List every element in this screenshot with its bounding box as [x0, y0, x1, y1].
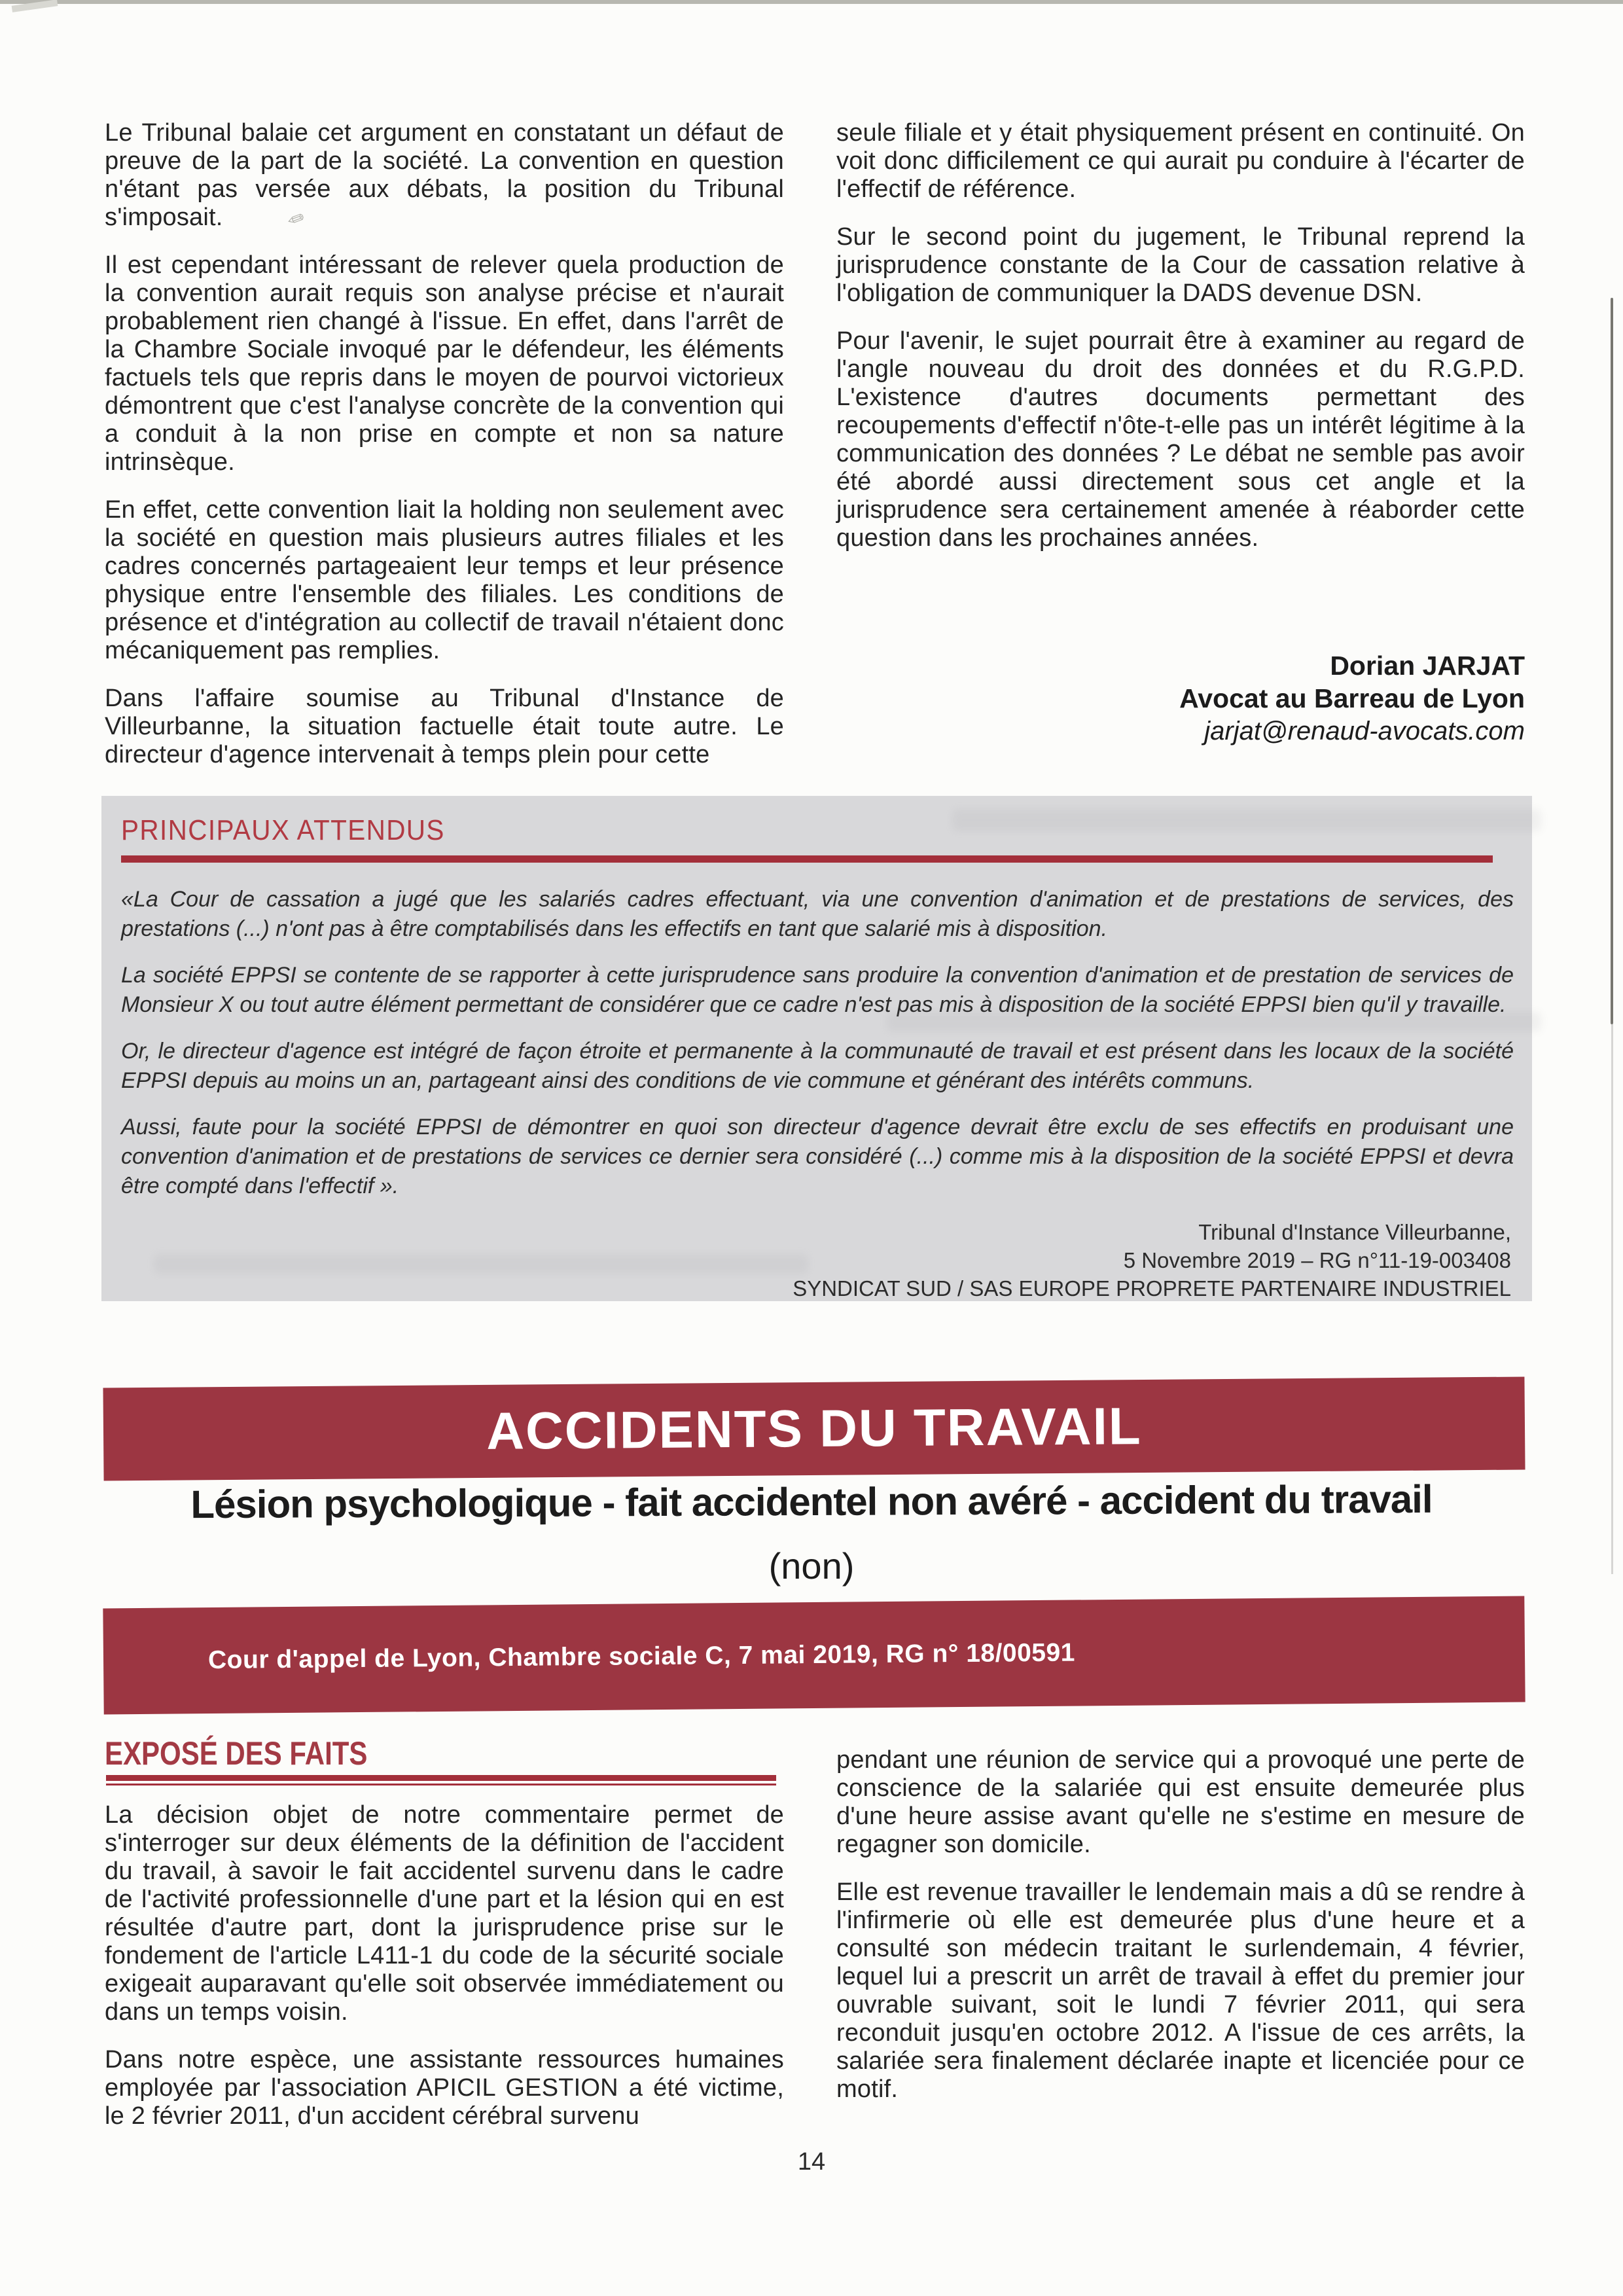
attendus-heading: PRINCIPAUX ATTENDUS	[121, 814, 445, 846]
article-paragraph: seule filiale et y était physiquement présent en continuité. On voit donc difficilement ce qui aurait pu conduire à l'écarter de l'effectif de référence.	[836, 119, 1525, 203]
section-subtitle-non: (non)	[768, 1545, 855, 1587]
expose-paragraph: Dans notre espèce, une assistante ressources humaines employée par l'association APICIL GESTION a été victime, le 2 février 2011, d'un accident cérébral survenu	[105, 2046, 784, 2130]
bleedthrough-smudge	[154, 1254, 808, 1274]
attendus-paragraph: Or, le directeur d'agence est intégré de façon étroite et permanente à la communauté de travail et est présent dans les locaux de la société EPPSI depuis au moins un an, partageant ainsi des conditions de vie commune et générant des intérêts communs.	[121, 1039, 1514, 1093]
attendus-paragraph: Aussi, faute pour la société EPPSI de démontrer en quoi son directeur d'agence devrait être exclu de ses effectifs en produisant une convention d'animation et de prestations de services ce dernier sera considéré (...) comme mis à la disposition de la société EPPSI et devra être compté dans l'effectif ».	[121, 1115, 1514, 1198]
author-email: jarjat@renaud-avocats.com	[1204, 717, 1525, 745]
citation-court: Tribunal d'Instance Villeurbanne,	[1198, 1220, 1511, 1244]
author-name: Dorian JARJAT	[1330, 651, 1525, 681]
article-column-left	[105, 119, 784, 789]
article-paragraph: Le Tribunal balaie cet argument en constatant un défaut de preuve de la part de la société. La convention en question n'étant pas versée aux débats, la position du Tribunal s'imposait.	[105, 119, 784, 231]
author-signature	[836, 649, 1525, 747]
expose-paragraph: La décision objet de notre commentaire permet de s'interroger sur deux éléments de la définition de l'accident du travail, à savoir le fait accidentel survenu dans le cadre de l'activité professionnelle d'une part et la lésion qui en est résultée d'autre part, dont la jurisprudence prise sur le fondement de l'article L411-1 du code de la sécurité sociale exigeait auparavant qu'elle soit observée immédiatement ou dans un temps voisin.	[105, 1801, 784, 2026]
attendus-quotes	[121, 885, 1514, 1201]
citation-date-rg: 5 Novembre 2019 – RG n°11-19-003408	[1123, 1248, 1511, 1272]
attendus-rule	[121, 855, 1493, 863]
scan-top-edge	[0, 0, 1623, 4]
attendus-paragraph: «La Cour de cassation a jugé que les salariés cadres effectuant, via une convention d'animation et de prestations de services, des prestations (...) n'ont pas à être comptabilisés dans les effectifs en tant que salarié mis à disposition.	[121, 887, 1514, 941]
article-paragraph: Sur le second point du jugement, le Tribunal reprend la jurisprudence constante de la Cour de cassation relative à l'obligation de communiquer la DADS devenue DSN.	[836, 223, 1525, 307]
article-paragraph: Pour l'avenir, le sujet pourrait être à examiner au regard de l'angle nouveau du droit des données et du R.G.P.D. L'existence d'autres documents permettant des recoupements d'effectif n'ôte-t-elle pas un intérêt légitime à la communication des données ? Le débat ne semble pas avoir été abordé aussi directement sous cet angle et la jurisprudence sera certainement amenée à réaborder cette question dans les prochaines années.	[836, 327, 1525, 552]
expose-paragraph: pendant une réunion de service qui a provoqué une perte de conscience de la salariée qui est ensuite demeurée plus d'une heure assise avant qu'elle ne s'estime en mesure de regagner son domicile.	[836, 1746, 1525, 1858]
article-column-right	[836, 119, 1525, 572]
article-paragraph: Dans l'affaire soumise au Tribunal d'Instance de Villeurbanne, la situation factuelle était toute autre. Le directeur d'agence intervenait à temps plein pour cette	[105, 685, 784, 768]
expose-column-left	[105, 1801, 784, 2150]
attendus-box	[101, 796, 1532, 1301]
author-title: Avocat au Barreau de Lyon	[1179, 683, 1525, 713]
scan-right-edge-line	[1611, 298, 1613, 1024]
expose-paragraph: Elle est revenue travailler le lendemain mais a dû se rendre à l'infirmerie où elle est demeurée plus d'une heure et a consulté son médecin traitant le surlendemain, 4 février, lequel lui a prescrit un arrêt de travail à effet du premier jour ouvrable suivant, soit le lundi 7 février 2011, qui sera reconduit jusqu'en octobre 2012. A l'issue de ces arrêts, la salariée sera finalement déclarée inapte et licenciée pour ce motif.	[836, 1878, 1525, 2103]
scan-artifact-mark: ✎	[281, 206, 308, 230]
rule-thin	[106, 1784, 776, 1785]
scan-right-edge-line-faint	[1611, 1024, 1613, 1574]
article-paragraph: En effet, cette convention liait la holding non seulement avec la société en question mais plusieurs autres filiales et les cadres concernés partageaient leur temps et leur présence physique entre l'ensemble des filiales. Les conditions de présence et d'intégration au collectif de travail n'étaient donc mécaniquement pas remplies.	[105, 496, 784, 664]
attendus-paragraph: La société EPPSI se contente de se rapporter à cette jurisprudence sans produire la convention d'animation et de prestation de services de Monsieur X ou tout autre élément permettant de considérer que ce cadre n'est pas mis à disposition de la société EPPSI bien qu'il y travaille.	[121, 963, 1514, 1017]
section-subtitle: Lésion psychologique - fait accidentel non avéré - accident du travail	[190, 1477, 1433, 1527]
page-number: 14	[797, 2148, 826, 2176]
bleedthrough-smudge	[887, 1012, 1541, 1031]
citation-parties: SYNDICAT SUD / SAS EUROPE PROPRETE PARTENAIRE INDUSTRIEL	[793, 1276, 1511, 1300]
rule-thick	[106, 1775, 776, 1781]
case-reference-banner: Cour d'appel de Lyon, Chambre sociale C, 7 mai 2019, RG n° 18/00591	[103, 1596, 1525, 1715]
section-banner-accidents-du-travail: ACCIDENTS DU TRAVAIL	[103, 1376, 1525, 1480]
expose-des-faits-rule	[106, 1775, 776, 1785]
expose-column-right	[836, 1746, 1525, 2123]
expose-des-faits-heading: EXPOSÉ DES FAITS	[105, 1735, 368, 1772]
article-paragraph: Il est cependant intéressant de relever quela production de la convention aurait requis son analyse précise et n'aurait probablement rien changé à l'issue. En effet, dans l'arrêt de la Chambre Sociale invoqué par le défendeur, les éléments factuels tels que repris dans le moyen de pourvoi victorieux démontrent que c'est l'analyse concrète de la convention qui a conduit à la non prise en compte et non sa nature intrinsèque.	[105, 251, 784, 476]
